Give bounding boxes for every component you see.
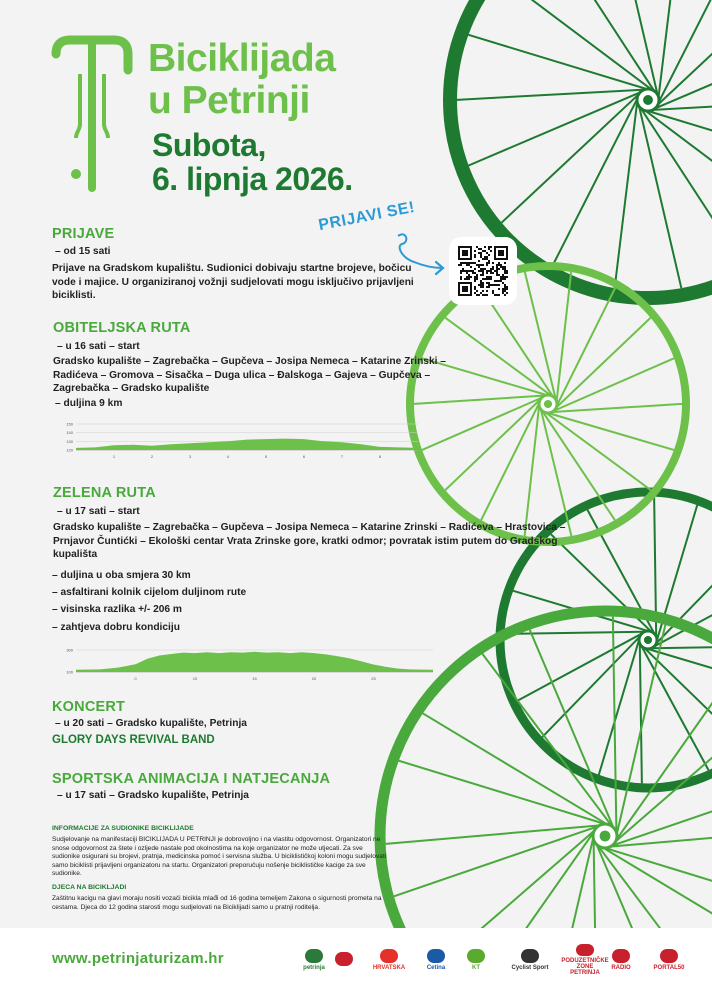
obiteljska-elevation-area: [76, 439, 418, 450]
event-date: [152, 128, 353, 196]
djeca-title: DJECA NA BICIKLJADI: [52, 884, 127, 891]
obiteljska-length: – duljina 9 km: [55, 398, 123, 409]
zone-logo-label: PODUZETNIČKE ZONE PETRINJA: [561, 958, 609, 976]
city-coat-of-arms-logo: [333, 944, 355, 976]
radio-logo-label: RADIO: [611, 965, 631, 971]
zelena-x-tick: 15: [252, 676, 257, 681]
date-line-2: 6. lipnja 2026.: [152, 161, 353, 197]
obiteljska-x-tick: 5: [264, 454, 268, 459]
zelena-x-tick: 0: [134, 676, 137, 681]
portal-logo: [644, 944, 694, 976]
koncert-time: – u 20 sati – Gradsko kupalište, Petrinja: [55, 718, 247, 729]
zelena-y-tick: 300: [66, 647, 73, 653]
obiteljska-y-tick: 140: [66, 430, 73, 436]
obiteljska-x-tick: 2: [150, 454, 154, 459]
radio-logo: [608, 944, 634, 976]
obiteljska-x-tick: 8: [378, 454, 382, 459]
hrvatska-logo: [368, 944, 410, 976]
zelena-x-tick: 25: [371, 676, 376, 681]
title-line-2: u Petrinji: [148, 79, 310, 122]
obiteljska-y-tick: 120: [66, 447, 73, 453]
zelena-bullet-4: – zahtjeva dobru kondiciju: [52, 622, 180, 633]
zelena-time: – u 17 sati – start: [57, 506, 140, 517]
obiteljska-x-tick: 6: [302, 454, 306, 459]
wheel-middle-light: [410, 266, 686, 542]
cetina-logo: [417, 944, 455, 976]
title-line-1: Biciklijada: [148, 37, 336, 80]
petrinja-tourism-logo-label: petrinja: [303, 965, 325, 971]
zelena-bullet-2: – asfaltirani kolnik cijelom duljinom rute: [52, 587, 247, 598]
prijave-time: – od 15 sati: [55, 246, 111, 257]
sport-time: – u 17 sati – Gradsko kupalište, Petrinja: [57, 790, 249, 801]
zelena-bullet-3: – visinska razlika +/- 206 m: [52, 604, 182, 615]
zone-logo: [561, 944, 609, 976]
obiteljska-time: – u 16 sati – start: [57, 341, 140, 352]
prijave-text: Prijave na Gradskom kupalištu. Sudionici dobivaju startne brojeve, bočicu vode i majice. U organiziranoj vožnji sudjelovati mogu isključivo prijavljeni biciklisti.: [52, 263, 414, 301]
zelena-bullet-1: – duljina u oba smjera 30 km: [52, 570, 191, 581]
qr-code[interactable]: [449, 237, 517, 305]
info-text: Sudjelovanje na manifestaciji BICIKLIJADA U PETRINJI je dobrovoljno i na vlastitu odgovornost. Organizatori ne snose odgovornost za štete i ozljede nastale pod okolnostima na koje organizator ne može utjecati. Za sve sudionike osigurani su brojevi, pratnja, medicinska pomoć i servisna služba. U biciklističkoj koloni mogu sudjelovati samo biciklisti prijavljeni organizatoru na startu. Organizatori preporučuju nošenje biciklističke kacige za sve sudionike.: [52, 836, 387, 878]
zelena-x-tick: 10: [192, 676, 198, 681]
zelena-y-tick: 100: [66, 669, 73, 675]
section-title-sport: SPORTSKA ANIMACIJA I NATJECANJA: [52, 771, 331, 787]
section-title-koncert: KONCERT: [52, 699, 126, 715]
hrvatska-logo-label: HRVATSKA: [372, 965, 406, 971]
obiteljska-x-tick: 3: [188, 454, 192, 459]
portal-logo-label: PORTAL50: [653, 965, 685, 971]
obiteljska-elevation-profile: [52, 420, 422, 462]
section-title-obiteljska: OBITELJSKA RUTA: [53, 320, 191, 336]
cetina-logo-label: Cetina: [426, 965, 446, 971]
event-title: [148, 38, 335, 122]
djeca-text: Zaštitnu kacigu na glavi moraju nositi vozači bicikla mlađi od 16 godina temeljem Zakona o sigurnosti prometa na cestama. Djeca do 12 godina starosti mogu sudjelovati na Biciklijadi samo u pratnji roditelja.: [52, 895, 382, 911]
bike-handlebar-logo: [50, 34, 134, 194]
date-line-1: Subota,: [152, 127, 266, 163]
koncert-band: GLORY DAYS REVIVAL BAND: [52, 734, 215, 746]
zelena-route: Gradsko kupalište – Zagrebačka – Gupčeva – Josipa Nemeca – Katarine Zrinski – Radićeva – Hrastovica – Prnjavor Čuntićki – Ekološki centar Vrata Zrinske gore, kratki odmor; povratak istim putem do Gradskog kupališta: [53, 522, 566, 560]
petrinja-tourism-logo: [300, 944, 328, 976]
obiteljska-y-tick: 150: [66, 421, 73, 427]
register-callout: PRIJAVI SE!: [317, 198, 417, 235]
section-title-zelena: ZELENA RUTA: [53, 485, 156, 501]
website-link[interactable]: www.petrinjaturizam.hr: [52, 950, 224, 967]
obiteljska-x-tick: 1: [112, 454, 116, 459]
qr-code-icon: [458, 246, 508, 296]
kt-logo: [461, 944, 491, 976]
cyclist-sport-logo-label: Cyclist Sport: [511, 965, 549, 971]
cyclist-sport-logo: [498, 944, 562, 976]
obiteljska-x-tick: 4: [226, 454, 230, 459]
zelena-elevation-area: [76, 652, 433, 672]
zelena-elevation-profile: [52, 646, 437, 684]
obiteljska-y-tick: 130: [66, 438, 73, 444]
obiteljska-x-tick: 7: [340, 454, 344, 459]
obiteljska-route: Gradsko kupalište – Zagrebačka – Gupčeva – Josipa Nemeca – Katarine Zrinski – Radićeva – Gromova – Sisačka – Duga ulica – Đalskoga – Gajeva – Gupčeva – Zagrebačka – Gradsko kupalište: [53, 356, 446, 394]
zelena-x-tick: 20: [311, 676, 317, 681]
kt-logo-label: KT: [472, 965, 480, 971]
section-title-prijave: PRIJAVE: [52, 226, 115, 242]
info-title: INFORMACIJE ZA SUDIONIKE BICIKLIJADE: [52, 825, 194, 832]
